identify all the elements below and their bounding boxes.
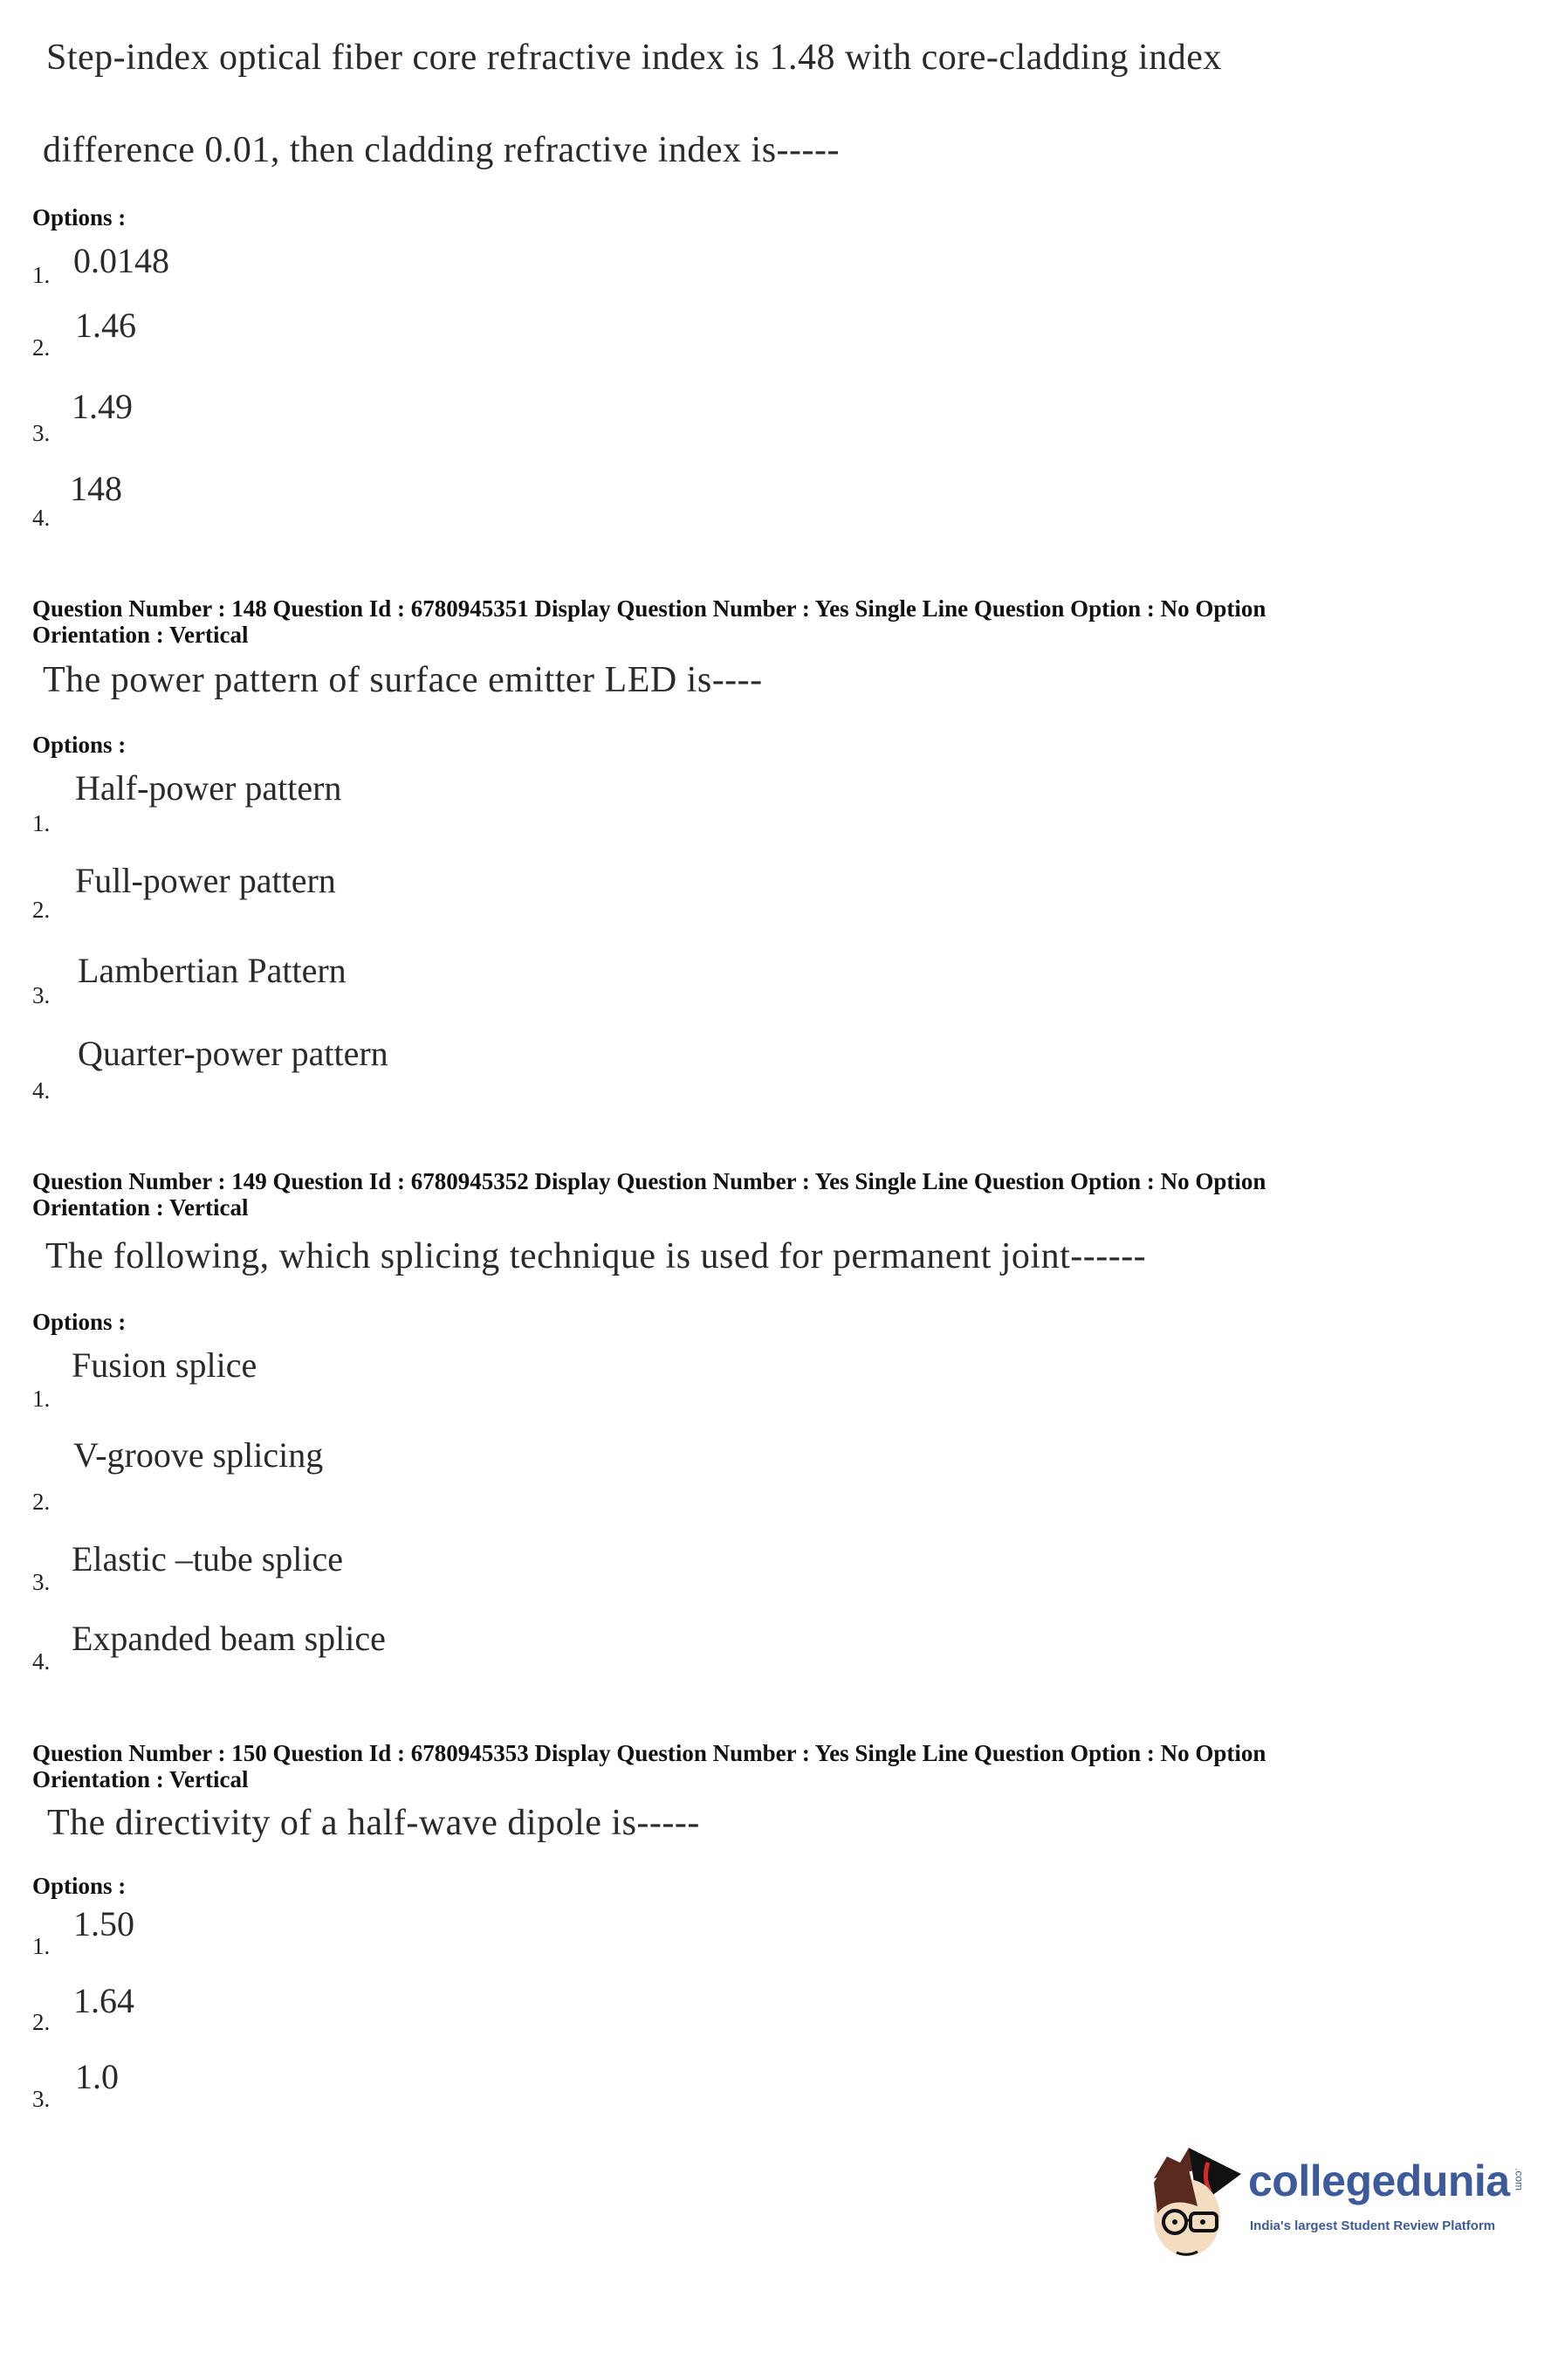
question-meta-line2: Orientation : Vertical	[32, 1766, 249, 1792]
question-text-line1: Step-index optical fiber core refractive index is 1.48 with core-cladding index	[46, 38, 1222, 78]
collegedunia-logo	[1145, 2143, 1547, 2266]
option-number: 3.	[32, 420, 51, 446]
option-number: 1.	[32, 262, 51, 288]
option-text: Fusion splice	[72, 1345, 257, 1385]
option-number: 1.	[32, 1386, 51, 1412]
question-text: The directivity of a half-wave dipole is-----	[47, 1803, 700, 1843]
question-meta-line1: Question Number : 149 Question Id : 6780945352 Display Question Number : Yes Single Line Question Option : No Option	[32, 1168, 1266, 1194]
option-text: 148	[70, 469, 122, 508]
option-number: 2.	[32, 334, 51, 361]
option-text: 1.46	[75, 306, 136, 345]
option-number: 2.	[32, 897, 51, 923]
question-meta-line2: Orientation : Vertical	[32, 622, 249, 648]
option-text: Half-power pattern	[75, 768, 342, 808]
option-number: 4.	[32, 1077, 51, 1104]
option-number: 3.	[32, 2086, 51, 2112]
options-label: Options :	[32, 1309, 127, 1335]
logo-tagline: India's largest Student Review Platform	[1250, 2218, 1496, 2233]
option-text: Quarter-power pattern	[78, 1034, 388, 1073]
option-text: Full-power pattern	[75, 861, 336, 900]
option-text: Elastic –tube splice	[72, 1539, 344, 1579]
logo-brand-row	[1248, 2156, 1526, 2206]
option-text: 0.0148	[73, 241, 169, 280]
option-number: 3.	[32, 1569, 51, 1595]
option-text: 1.0	[75, 2057, 119, 2096]
question-text: The power pattern of surface emitter LED is----	[43, 660, 763, 700]
logo-suffix: .com	[1513, 2168, 1526, 2191]
logo-brand-text: collegedunia	[1248, 2156, 1510, 2205]
option-text: Lambertian Pattern	[78, 951, 347, 990]
option-number: 2.	[32, 2009, 51, 2035]
mascot-icon	[1145, 2143, 1248, 2261]
question-text-line2: difference 0.01, then cladding refractive index is-----	[43, 130, 840, 170]
question-text: The following, which splicing technique is used for permanent joint------	[45, 1236, 1147, 1276]
option-number: 4.	[32, 1648, 51, 1675]
option-text: V-groove splicing	[73, 1435, 324, 1475]
option-text: 1.50	[73, 1904, 134, 1943]
option-number: 1.	[32, 810, 51, 836]
question-meta-line1: Question Number : 148 Question Id : 6780945351 Display Question Number : Yes Single Line Question Option : No Option	[32, 595, 1266, 622]
option-number: 1.	[32, 1933, 51, 1959]
question-meta-line2: Orientation : Vertical	[32, 1194, 249, 1221]
option-text: 1.64	[73, 1981, 134, 2020]
options-label: Options :	[32, 1873, 127, 1899]
option-text: Expanded beam splice	[72, 1619, 386, 1658]
option-number: 4.	[32, 505, 51, 531]
option-number: 2.	[32, 1489, 51, 1515]
option-text: 1.49	[72, 387, 133, 426]
question-meta-line1: Question Number : 150 Question Id : 6780945353 Display Question Number : Yes Single Line Question Option : No Option	[32, 1740, 1266, 1766]
option-number: 3.	[32, 982, 51, 1008]
options-label: Options :	[32, 204, 127, 230]
options-label: Options :	[32, 732, 127, 758]
